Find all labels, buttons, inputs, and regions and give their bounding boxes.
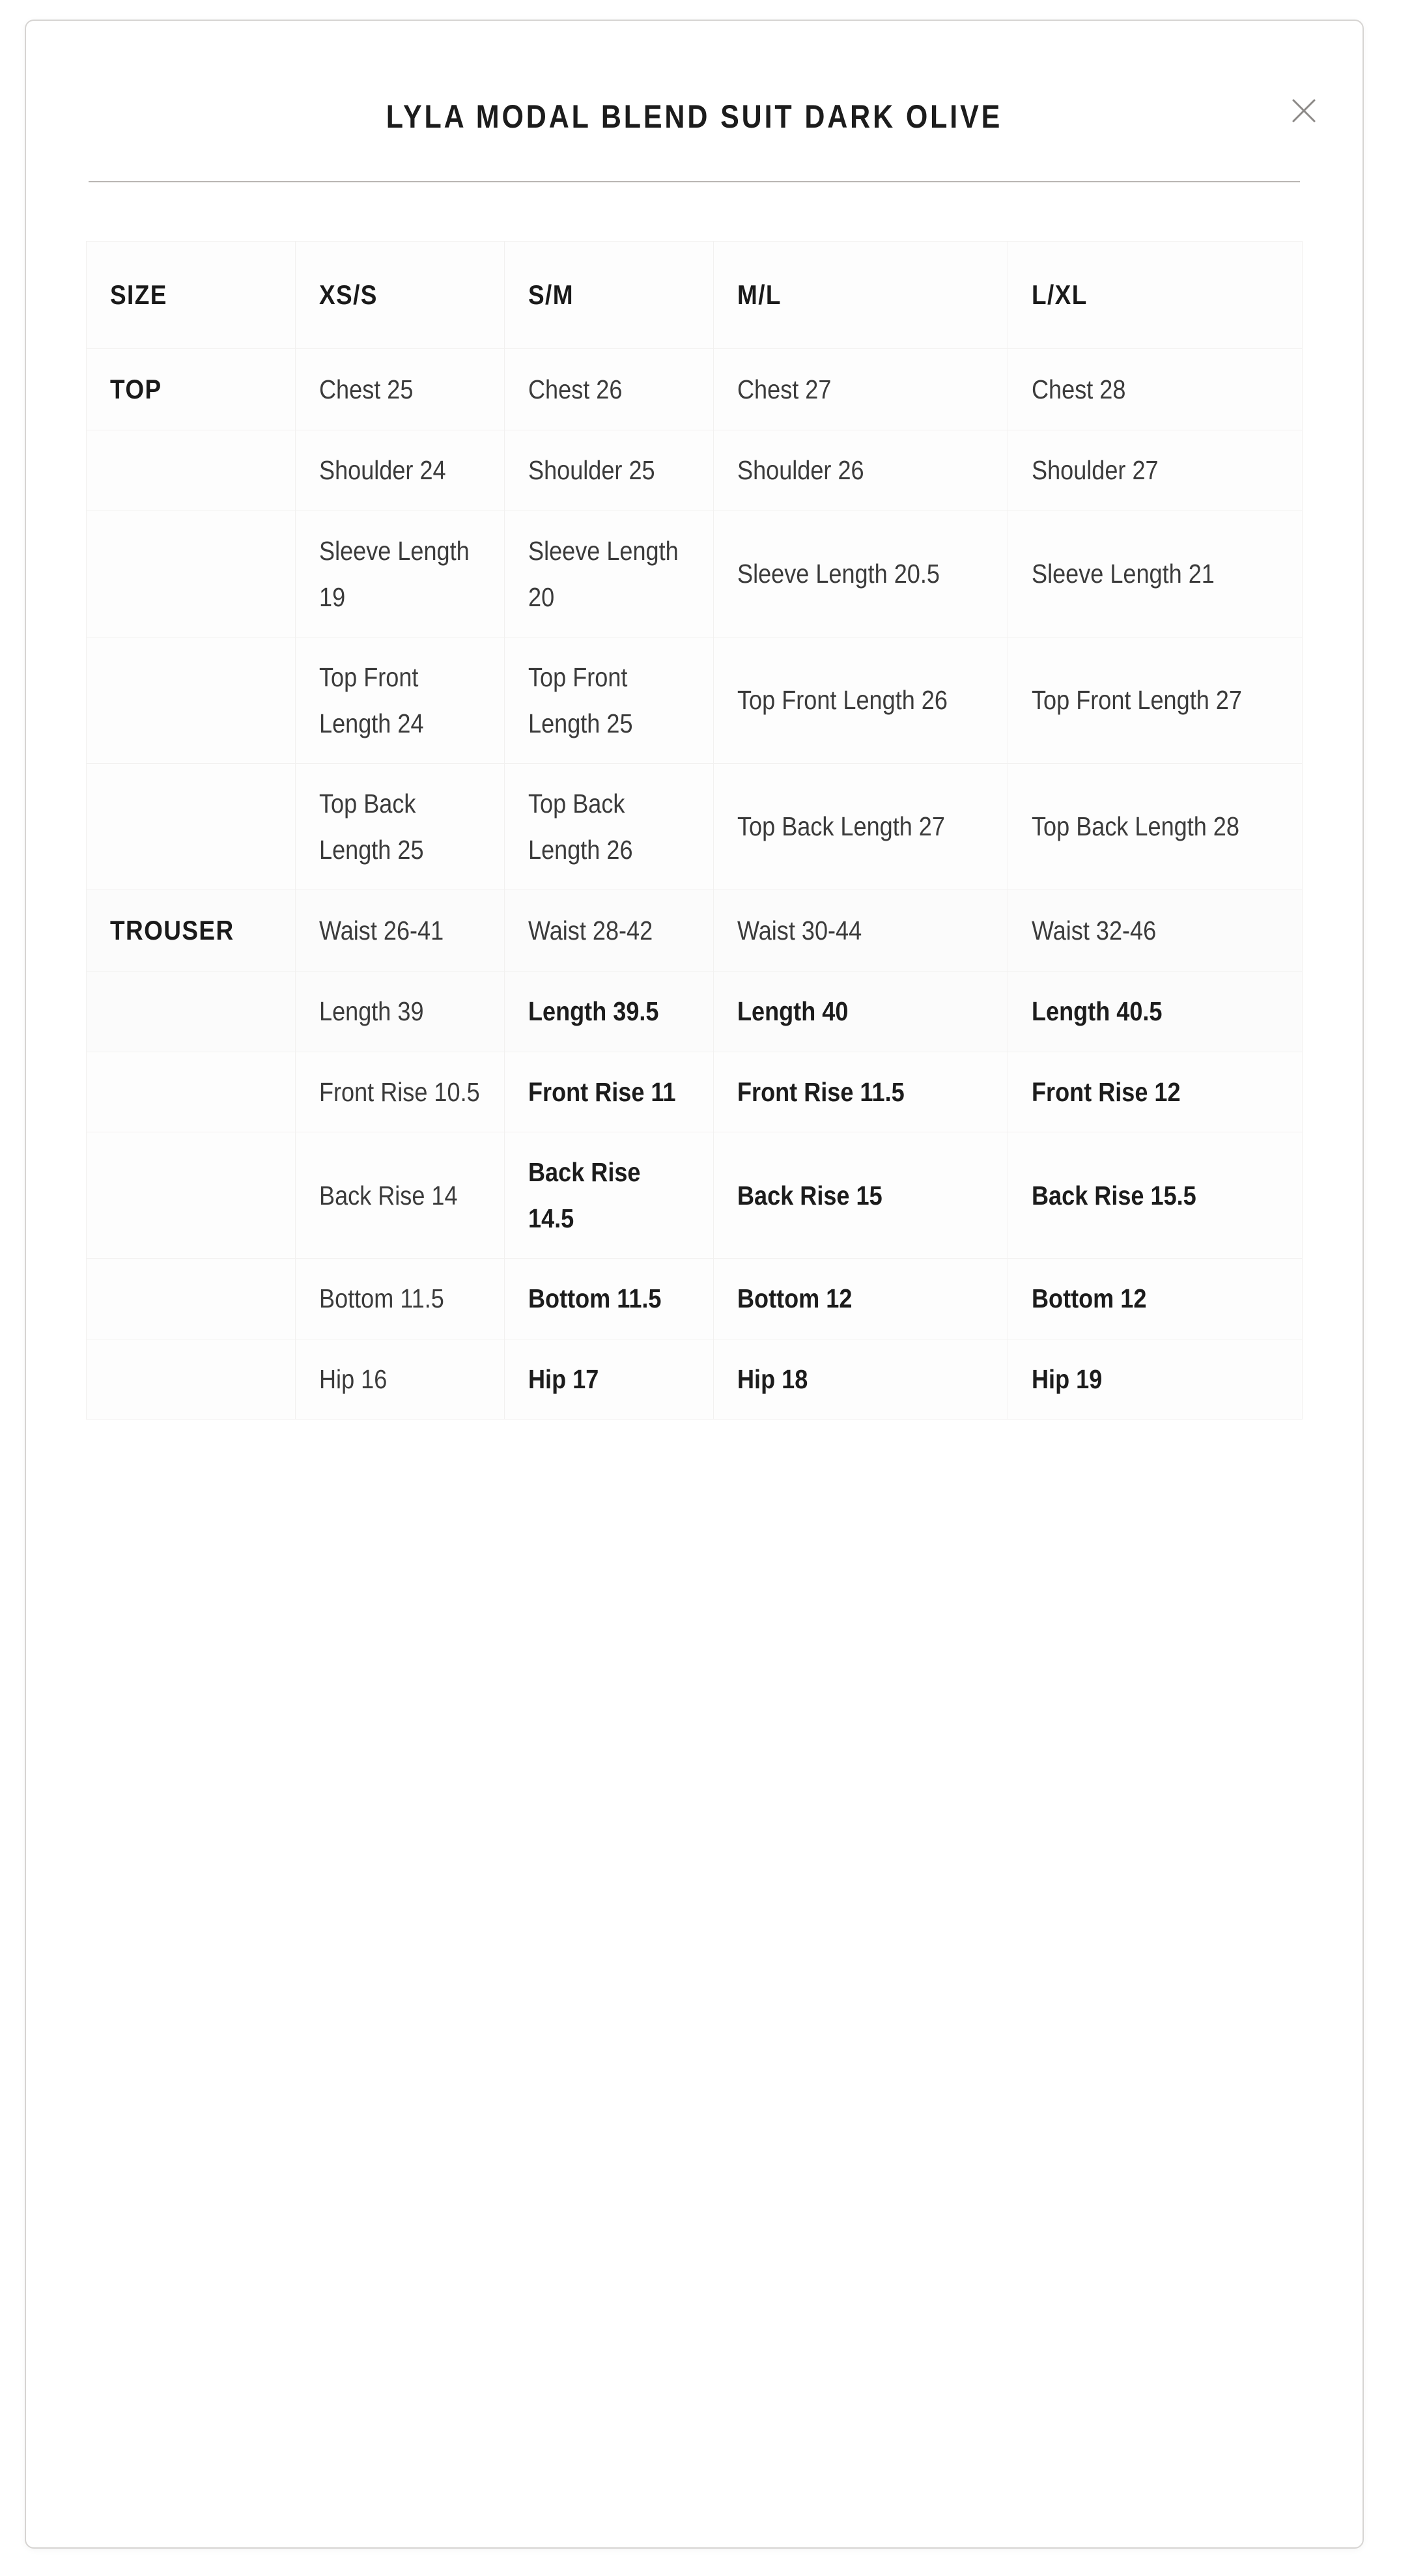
measurement-value: Top Back Length 27 — [737, 811, 946, 842]
close-icon — [1287, 94, 1321, 128]
row-header-empty — [87, 972, 296, 1052]
measurement-cell — [714, 430, 1008, 511]
measurement-cell — [296, 764, 505, 890]
table-header-row — [87, 242, 1303, 349]
measurement-cell — [505, 1132, 714, 1259]
measurement-value: Bottom 12 — [1032, 1283, 1147, 1314]
table-row — [87, 972, 1303, 1052]
measurement-value: Hip 18 — [737, 1364, 808, 1394]
close-button[interactable] — [1279, 86, 1329, 135]
measurement-value: Sleeve Length 20.5 — [737, 559, 940, 589]
measurement-cell — [505, 972, 714, 1052]
row-header-empty — [87, 1339, 296, 1420]
measurement-cell — [296, 1052, 505, 1132]
column-header-xs-s — [296, 242, 505, 349]
measurement-value: Back Rise 15.5 — [1032, 1180, 1196, 1211]
measurement-cell — [714, 890, 1008, 972]
table-row — [87, 430, 1303, 511]
table-row — [87, 1052, 1303, 1132]
measurement-value: Top Front Length 26 — [737, 685, 948, 716]
size-table-container — [86, 241, 1303, 1595]
measurement-cell — [296, 890, 505, 972]
measurement-value: Top Front Length 27 — [1032, 685, 1243, 716]
title-divider — [89, 181, 1300, 182]
measurement-value: Front Rise 11 — [528, 1076, 676, 1107]
measurement-cell — [1008, 890, 1303, 972]
column-header-s-m — [505, 242, 714, 349]
measurement-cell — [1008, 1339, 1303, 1420]
measurement-cell — [714, 1259, 1008, 1339]
measurement-value: Length 40.5 — [1032, 996, 1163, 1027]
measurement-cell — [1008, 1259, 1303, 1339]
measurement-cell — [505, 1339, 714, 1420]
measurement-value: Bottom 12 — [737, 1283, 853, 1314]
measurement-cell — [714, 1132, 1008, 1259]
column-header-label: L/XL — [1032, 279, 1088, 310]
measurement-cell — [296, 430, 505, 511]
measurement-value: Back Rise 14 — [319, 1180, 458, 1211]
measurement-value: Chest 26 — [528, 374, 623, 405]
table-row — [87, 511, 1303, 637]
measurement-value: Top Back Length 26 — [528, 789, 633, 865]
column-header-l-xl — [1008, 242, 1303, 349]
row-header-trouser — [87, 890, 296, 972]
measurement-value: Hip 17 — [528, 1364, 599, 1394]
table-body — [87, 349, 1303, 1420]
row-header-empty — [87, 637, 296, 764]
row-header-label: TROUSER — [110, 915, 234, 946]
measurement-cell — [505, 890, 714, 972]
measurement-cell — [505, 1052, 714, 1132]
measurement-cell — [296, 972, 505, 1052]
measurement-cell — [1008, 511, 1303, 637]
measurement-value: Length 40 — [737, 996, 849, 1027]
measurement-cell — [505, 637, 714, 764]
measurement-cell — [296, 1132, 505, 1259]
measurement-value: Hip 19 — [1032, 1364, 1103, 1394]
measurement-cell — [714, 764, 1008, 890]
measurement-value: Top Back Length 25 — [319, 789, 424, 865]
row-header-empty — [87, 1052, 296, 1132]
row-header-empty — [87, 430, 296, 511]
measurement-cell — [714, 1052, 1008, 1132]
measurement-cell — [1008, 349, 1303, 430]
measurement-value: Waist 30-44 — [737, 915, 862, 945]
measurement-value: Chest 25 — [319, 374, 414, 405]
measurement-cell — [505, 511, 714, 637]
modal-header — [26, 21, 1363, 184]
column-header-label: S/M — [528, 279, 574, 310]
measurement-value: Hip 16 — [319, 1364, 388, 1394]
row-header-empty — [87, 1132, 296, 1259]
column-header-label: M/L — [737, 279, 782, 310]
measurement-value: Chest 27 — [737, 374, 832, 405]
measurement-value: Length 39.5 — [528, 996, 659, 1027]
measurement-cell — [714, 637, 1008, 764]
page-title: LYLA MODAL BLEND SUIT DARK OLIVE — [386, 98, 1003, 135]
measurement-value: Top Back Length 28 — [1032, 811, 1240, 842]
measurement-value: Front Rise 12 — [1032, 1076, 1181, 1107]
column-header-m-l — [714, 242, 1008, 349]
measurement-value: Bottom 11.5 — [319, 1283, 444, 1314]
measurement-value: Shoulder 25 — [528, 455, 655, 486]
column-header-label: XS/S — [319, 279, 378, 310]
column-header-label: SIZE — [110, 279, 167, 310]
table-row — [87, 1259, 1303, 1339]
size-chart-table — [86, 241, 1303, 1420]
measurement-value: Shoulder 27 — [1032, 455, 1159, 486]
measurement-value: Back Rise 15 — [737, 1180, 882, 1211]
size-chart-modal — [25, 20, 1364, 2549]
table-row — [87, 637, 1303, 764]
measurement-value: Front Rise 11.5 — [737, 1076, 905, 1107]
measurement-value: Bottom 11.5 — [528, 1283, 662, 1314]
measurement-cell — [714, 511, 1008, 637]
measurement-value: Waist 32-46 — [1032, 915, 1157, 945]
measurement-cell — [505, 764, 714, 890]
measurement-cell — [1008, 1052, 1303, 1132]
row-header-empty — [87, 1259, 296, 1339]
measurement-value: Top Front Length 24 — [319, 662, 424, 738]
measurement-value: Back Rise 14.5 — [528, 1157, 641, 1233]
measurement-cell — [296, 349, 505, 430]
measurement-value: Waist 28-42 — [528, 915, 653, 945]
measurement-value: Front Rise 10.5 — [319, 1076, 480, 1107]
measurement-cell — [714, 972, 1008, 1052]
table-row — [87, 1339, 1303, 1420]
measurement-cell — [505, 1259, 714, 1339]
measurement-value: Chest 28 — [1032, 374, 1126, 405]
measurement-cell — [296, 637, 505, 764]
measurement-cell — [1008, 430, 1303, 511]
measurement-cell — [714, 349, 1008, 430]
measurement-cell — [296, 1259, 505, 1339]
column-header-size — [87, 242, 296, 349]
measurement-value: Shoulder 24 — [319, 455, 446, 486]
measurement-value: Length 39 — [319, 996, 424, 1027]
row-header-empty — [87, 511, 296, 637]
modal-footer-space — [86, 1420, 1303, 1595]
measurement-cell — [1008, 764, 1303, 890]
measurement-value: Waist 26-41 — [319, 915, 444, 945]
measurement-cell — [714, 1339, 1008, 1420]
table-row — [87, 890, 1303, 972]
measurement-cell — [1008, 637, 1303, 764]
measurement-cell — [296, 1339, 505, 1420]
table-row — [87, 349, 1303, 430]
row-header-top — [87, 349, 296, 430]
measurement-cell — [505, 349, 714, 430]
measurement-value: Sleeve Length 21 — [1032, 559, 1215, 589]
measurement-cell — [1008, 972, 1303, 1052]
row-header-label: TOP — [110, 374, 162, 405]
measurement-cell — [296, 511, 505, 637]
measurement-value: Shoulder 26 — [737, 455, 864, 486]
measurement-cell — [1008, 1132, 1303, 1259]
measurement-cell — [505, 430, 714, 511]
row-header-empty — [87, 764, 296, 890]
measurement-value: Top Front Length 25 — [528, 662, 633, 738]
table-row — [87, 764, 1303, 890]
table-row — [87, 1132, 1303, 1259]
measurement-value: Sleeve Length 19 — [319, 535, 470, 612]
table-header — [87, 242, 1303, 349]
measurement-value: Sleeve Length 20 — [528, 535, 679, 612]
